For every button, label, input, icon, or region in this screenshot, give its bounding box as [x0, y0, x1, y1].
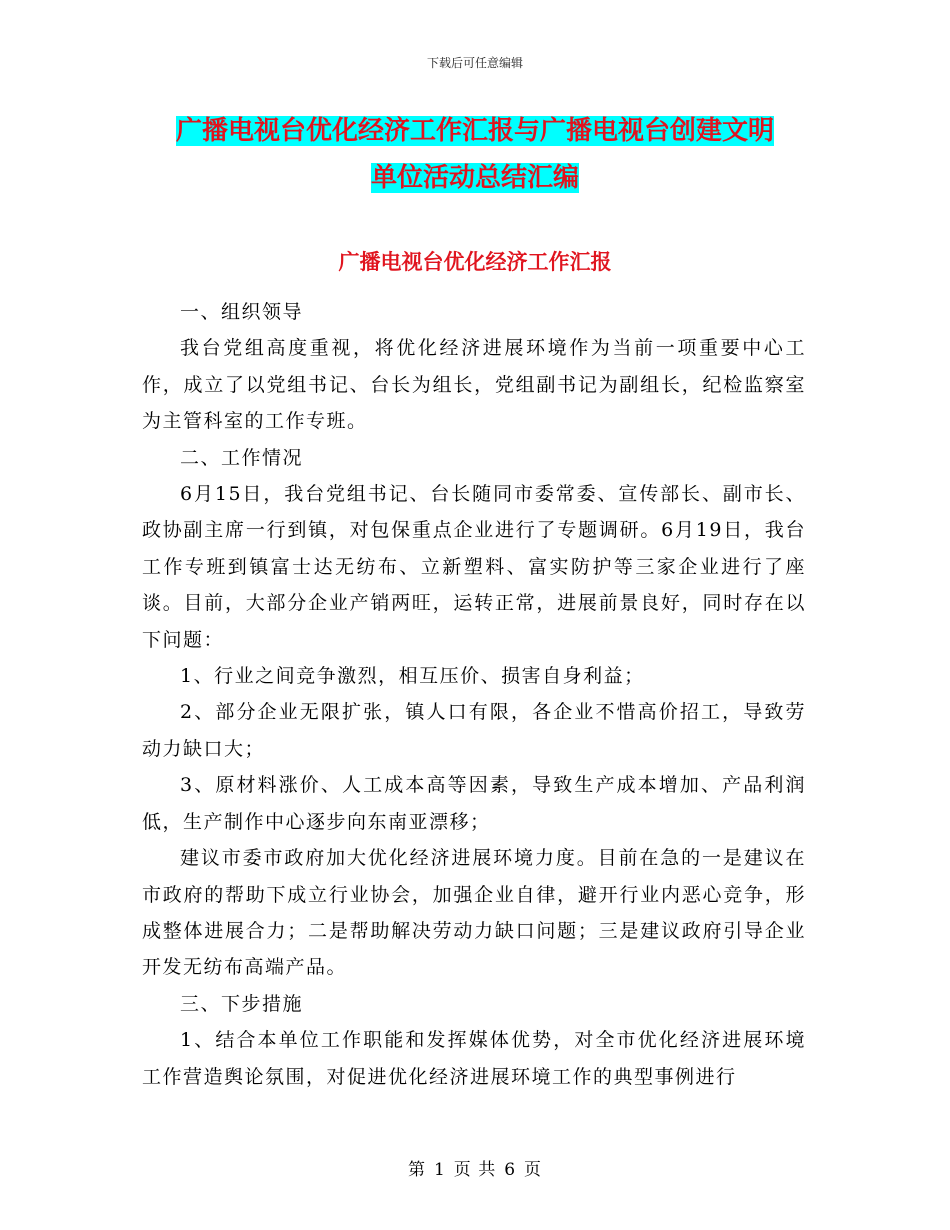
heading-next-steps: 三、下步措施	[180, 992, 304, 1015]
footer-suffix: 页	[524, 1160, 543, 1180]
footer-prefix: 第	[407, 1160, 426, 1180]
heading-organization: 一、组织领导	[180, 301, 304, 323]
page-total: 6	[504, 1160, 517, 1180]
title-line-1: 广播电视台优化经济工作汇报与广播电视台创建文明	[175, 116, 774, 146]
paragraph: 建议市委市政府加大优化经济进展环境力度。目前在急的一是建议在市政府的帮助下成立行业协会，加强企业自律，避开行业内恶心竞争，形成整体进展合力；二是帮助解决劳动力缺口问题；三是建议政府引导企业开发无纺布高端产品。	[142, 847, 806, 979]
page-footer	[0, 1155, 950, 1180]
footer-middle: 页 共	[453, 1160, 497, 1180]
header-note: 下载后可任意编辑	[426, 56, 523, 70]
list-item: 3、原材料涨价、人工成本高等因素，导致生产成本增加、产品利润低，生产制作中心逐步向东南亚漂移；	[142, 774, 806, 833]
list-item: 1、结合本单位工作职能和发挥媒体优势，对全市优化经济进展环境工作营造舆论氛围，对促进优化经济进展环境工作的典型事例进行	[142, 1029, 806, 1088]
document-title	[140, 108, 810, 202]
heading-work-status: 二、工作情况	[180, 446, 304, 469]
paragraph: 我台党组高度重视，将优化经济进展环境作为当前一项重要中心工作，成立了以党组书记、台长为组长，党组副书记为副组长，纪检监察室为主管科室的工作专班。	[142, 337, 806, 433]
section-title: 广播电视台优化经济工作汇报	[338, 250, 612, 274]
paragraph: 6月15日，我台党组书记、台长随同市委常委、宣传部长、副市长、政协副主席一行到镇，对包保重点企业进行了专题调研。6月19日，我台工作专班到镇富士达无纺布、立新塑料、富实防护等三家企业进行了座谈。目前，大部分企业产销两旺，运转正常，进展前景良好，同时存在以下问题：	[142, 483, 806, 651]
document-body	[142, 294, 806, 1095]
list-item: 1、行业之间竞争激烈，相互压价、损害自身利益；	[180, 665, 645, 688]
list-item: 2、部分企业无限扩张，镇人口有限，各企业不惜高价招工，导致劳动力缺口大；	[142, 701, 806, 760]
title-line-2: 单位活动总结汇编	[370, 163, 579, 193]
page-number: 1	[433, 1160, 446, 1180]
